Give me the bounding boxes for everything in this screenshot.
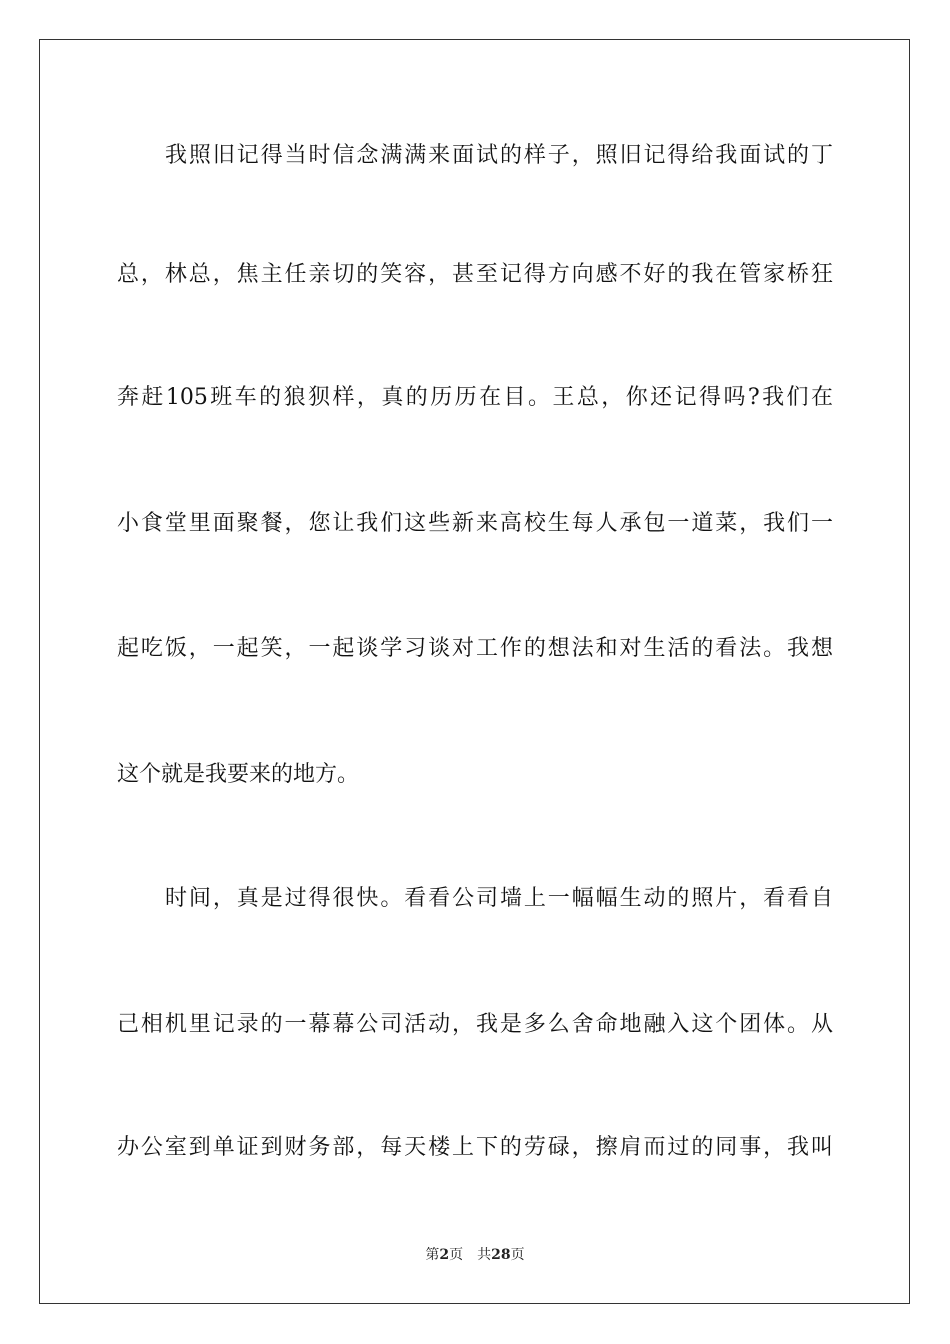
paragraph-line: 我照旧记得当时信念满满来面试的样子，照旧记得给我面试的丁: [165, 143, 833, 168]
footer-total-suffix: 页: [510, 1247, 525, 1263]
paragraph-line: 总，林总，焦主任亲切的笑容，甚至记得方向感不好的我在管家桥狂: [117, 262, 833, 287]
paragraph-line: 时间，真是过得很快。看看公司墙上一幅幅生动的照片，看看自: [165, 886, 833, 911]
paragraph-line: 这个就是我要来的地方。: [117, 762, 360, 787]
page-border: [39, 39, 910, 1304]
current-page-number: 2: [439, 1247, 450, 1263]
footer-page-suffix: 页: [449, 1247, 464, 1263]
footer-total-prefix: 共: [477, 1247, 492, 1263]
footer-page-prefix: 第: [425, 1247, 440, 1263]
paragraph-line: 奔赶105班车的狼狈样，真的历历在目。王总，你还记得吗?我们在: [117, 385, 833, 410]
paragraph-line: 办公室到单证到财务部，每天楼上下的劳碌，擦肩而过的同事，我叫: [117, 1135, 833, 1160]
paragraph-line: 己相机里记录的一幕幕公司活动，我是多么舍命地融入这个团体。从: [117, 1012, 833, 1037]
paragraph-line: 小食堂里面聚餐，您让我们这些新来高校生每人承包一道菜，我们一: [117, 511, 833, 536]
page-footer: [0, 1246, 950, 1264]
paragraph-line: 起吃饭，一起笑，一起谈学习谈对工作的想法和对生活的看法。我想: [117, 636, 833, 661]
total-page-count: 28: [491, 1247, 511, 1263]
